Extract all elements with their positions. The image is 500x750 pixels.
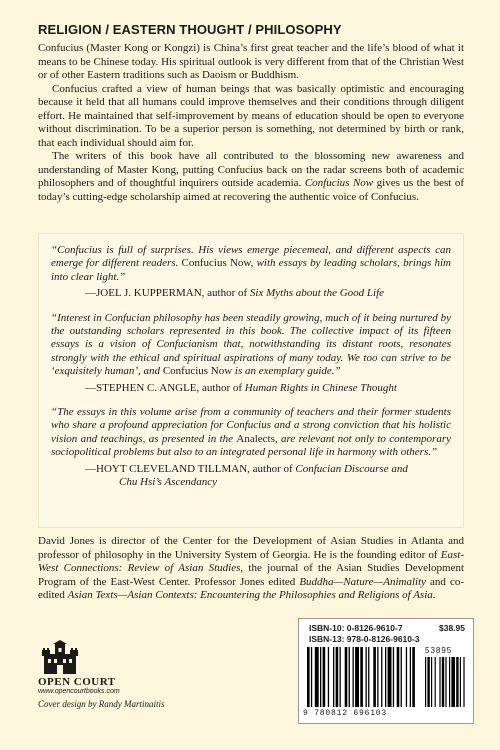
blurb-text: gives us the best of today’s cutting-edge scholarship aimed at recovering the authentic voice of Confucius. — [38, 177, 464, 203]
bio-text: . — [432, 589, 436, 601]
barcode-bar — [323, 647, 326, 707]
bio-text: and co-edited — [38, 575, 464, 601]
endorsements-box — [38, 233, 464, 528]
barcode-bar — [349, 647, 350, 707]
addon-bar — [445, 657, 446, 707]
addon-bar — [463, 657, 464, 707]
price: $38.95 — [439, 623, 465, 633]
quote-title: Analects — [236, 432, 275, 445]
addon-bar — [425, 657, 426, 707]
barcode-bar — [410, 647, 411, 707]
barcode-bar — [340, 647, 341, 707]
endorsement-2 — [51, 312, 451, 395]
barcode-bar — [336, 647, 339, 707]
barcode-bar — [307, 647, 310, 707]
quote-text: is an exemplary guide.” — [232, 365, 341, 378]
quote-text: “Interest in Confucian philosophy has been steadily growing, much of it being nurtured by the outstanding scholars represented in this book. The collective impact of its fifteen essays is a vision of Confucianism that, notwithstanding its distant roots, resonates strongly with the ethical and spiritual aspirations of many today. We too can strive to be ‘exquisitely human’, and — [51, 311, 451, 378]
publisher-url[interactable]: www.opencourtbooks.com — [38, 688, 120, 695]
endorsement-attribution — [85, 463, 451, 490]
endorsement-1 — [51, 244, 451, 301]
barcode-bar — [311, 647, 312, 707]
quote-text: with essays by leading scholars, brings him into clear light.” — [51, 257, 451, 283]
description-blurb — [38, 42, 464, 204]
author-bio — [38, 535, 464, 603]
publisher-name: OPEN COURT — [38, 676, 116, 688]
blurb-paragraph-3 — [38, 150, 464, 204]
quote-text: , are relevant not only to contemporary sociopolitical problems but also to an integrated personal life in harmony with others.” — [51, 432, 451, 459]
barcode-bar — [385, 647, 386, 707]
barcode-bar — [345, 647, 348, 707]
barcode-bar — [355, 647, 359, 707]
quote-text: “Confucius is full of surprises. His views emerge piecemeal, and different aspects can emerge for different readers. — [51, 244, 451, 270]
barcode-bar — [368, 647, 369, 707]
ean-digits: 9 780812 696103 — [303, 709, 388, 718]
barcode-bar — [388, 647, 392, 707]
bio-paragraph — [38, 535, 464, 603]
publisher-logo — [38, 640, 148, 695]
barcode-bar — [393, 647, 394, 707]
barcode-bar — [381, 647, 382, 707]
isbn-10: ISBN-10: 0-8126-9610-7 — [309, 623, 403, 633]
quote-title: Confucius Now, — [181, 257, 254, 270]
barcode-bar — [366, 647, 367, 707]
endorser-name: —HOYT CLEVELAND TILLMAN, author of — [85, 462, 296, 475]
book-title: Buddha—Nature—Animality — [299, 575, 427, 588]
endorsement-attribution — [85, 287, 451, 300]
barcode-bar — [328, 647, 329, 707]
barcode-bars — [305, 647, 469, 709]
castle-icon — [40, 640, 80, 676]
endorser-name: —JOEL J. KUPPERMAN, author of — [85, 287, 250, 300]
endorser-book: Confucian Discourse and — [295, 462, 408, 475]
barcode-bar — [315, 647, 319, 707]
bio-text: , the journal of the Asian Studies Development Program of the East-West Center. Professor Jones edited — [38, 562, 465, 588]
addon-bar — [442, 657, 444, 707]
bio-text: David Jones is director of the Center for the Development of Asian Studies in Atlanta and professor of philosophy in the University System of Georgia. He is the founding editor of — [38, 535, 464, 561]
barcode-bar — [333, 647, 334, 707]
addon-bar — [456, 657, 458, 707]
barcode-bar — [353, 647, 354, 707]
addon-bar — [451, 657, 455, 707]
addon-code: 53895 — [425, 646, 453, 655]
endorsement-attribution — [85, 382, 451, 395]
addon-bar — [460, 657, 461, 707]
addon-bar — [431, 657, 432, 707]
addon-bar — [449, 657, 450, 707]
book-title: Asian Texts—Asian Contexts: Encountering the Philosophies and Religions of Asia — [67, 589, 433, 601]
blurb-paragraph-2: Confucius crafted a view of human beings that was basically optimistic and encouraging because it held that all humans could improve themselves and their conditions through diligent effort. He maintained that self-improvement by means of education should be open to everyone without discrimination. To be a superior person is something, not determined by birth or rank, that each individual should aim for. — [38, 82, 464, 149]
addon-bar — [427, 657, 429, 707]
endorser-book: Human Rights in Chinese Thought — [244, 381, 397, 394]
barcode-panel — [298, 618, 474, 724]
endorser-name: —STEPHEN C. ANGLE, author of — [85, 381, 245, 394]
barcode-bar — [397, 647, 400, 707]
addon-bar — [439, 657, 440, 707]
endorsement-quote — [51, 312, 451, 379]
journal-title: East-West Connections: Review of Asian Studies — [38, 548, 464, 574]
category-heading: RELIGION / EASTERN THOUGHT / PHILOSOPHY — [38, 22, 342, 37]
endorsement-quote — [51, 244, 451, 284]
endorser-book: Six Myths about the Good Life — [249, 287, 385, 300]
isbn-13: ISBN-13: 978-0-8126-9610-3 — [309, 634, 420, 644]
barcode-bar — [412, 647, 415, 707]
quote-text: “The essays in this volume arise from a community of teachers and their former students who share a profound appreciation for Confucius and a strong conviction that his holistic vision and teachings, as presented in the — [51, 406, 451, 445]
barcode-bar — [320, 647, 321, 707]
cover-credit: Cover design by Randy Martinaitis — [38, 699, 165, 709]
barcode-bar — [406, 647, 407, 707]
endorsement-3 — [51, 406, 451, 489]
addon-bar — [435, 657, 436, 707]
book-title: Confucius Now — [304, 177, 374, 189]
barcode-bar — [360, 647, 363, 707]
quote-title: Confucius Now — [162, 365, 233, 378]
endorsement-quote — [51, 406, 451, 460]
blurb-text: The writers of this book have all contributed to the blossoming new awareness and understanding of Master Kong, putting Confucius back on the radar screens both of academic philosophers and of thoughtful inquirers outside academia. — [38, 150, 464, 189]
barcode-bar — [373, 647, 376, 707]
blurb-paragraph-1: Confucius (Master Kong or Kongzi) is China’s first great teacher and the life’s blood of what it means to be Chinese today. His spiritual outlook is very different from that of the Christian West or of other Eastern traditions such as Daoism or Buddhism. — [38, 42, 464, 81]
endorser-book: Chu Hsi’s Ascendancy — [119, 476, 217, 489]
barcode-bar — [401, 647, 402, 707]
barcode-bar — [377, 647, 378, 707]
